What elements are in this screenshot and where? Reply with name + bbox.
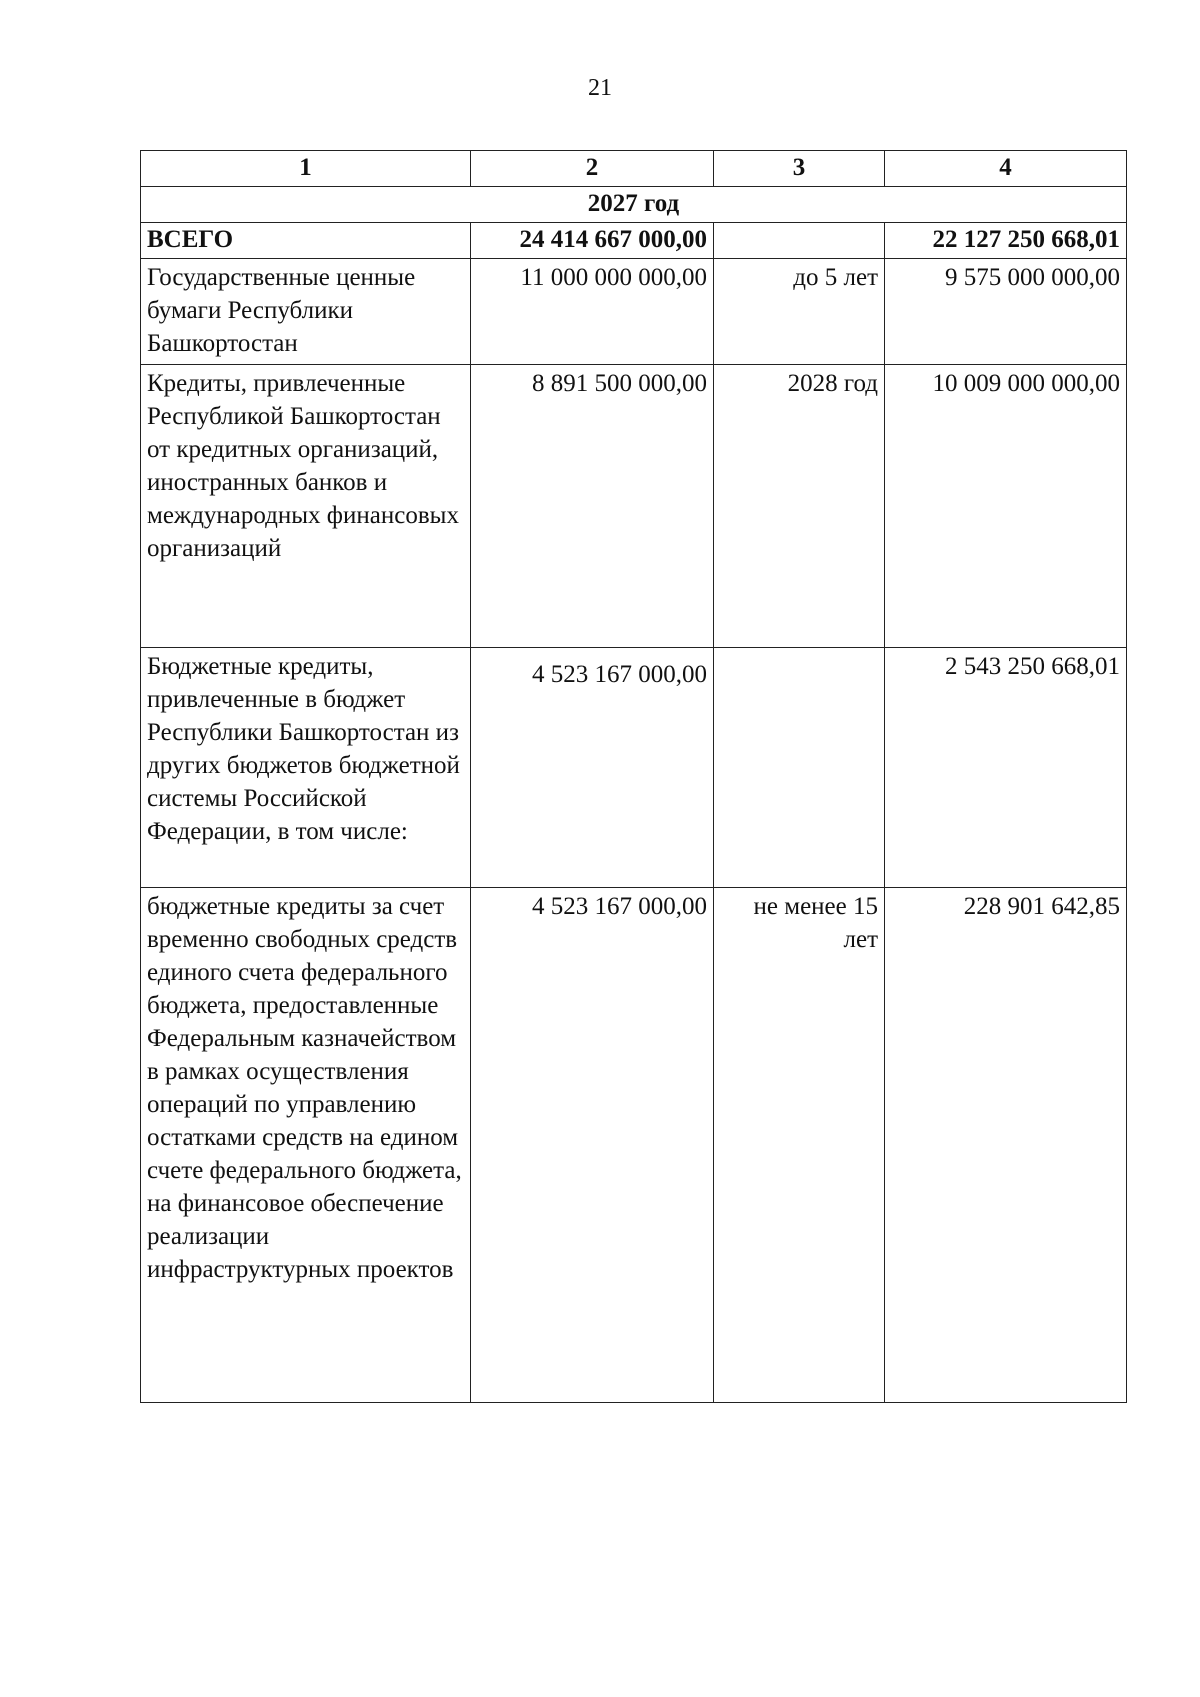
- table-row: [141, 648, 1127, 888]
- table-row: [141, 365, 1127, 648]
- row-term: 2028 год: [714, 365, 885, 648]
- section-title-row: [141, 187, 1127, 223]
- row-amount: 4 523 167 000,00: [471, 888, 714, 1403]
- column-header-4: 4: [885, 151, 1127, 187]
- row-limit: 2 543 250 668,01: [885, 648, 1127, 888]
- total-row: [141, 223, 1127, 259]
- table-row: [141, 888, 1127, 1403]
- total-label: ВСЕГО: [141, 223, 471, 259]
- column-header-2: 2: [471, 151, 714, 187]
- column-number-row: [141, 151, 1127, 187]
- row-amount: 11 000 000 000,00: [471, 259, 714, 365]
- row-limit: 9 575 000 000,00: [885, 259, 1127, 365]
- column-header-3: 3: [714, 151, 885, 187]
- row-term: [714, 648, 885, 888]
- row-term: до 5 лет: [714, 259, 885, 365]
- row-amount: 4 523 167 000,00: [471, 648, 714, 888]
- row-term: не менее 15 лет: [714, 888, 885, 1403]
- row-name: Государственные ценные бумаги Республики Башкортостан: [141, 259, 471, 365]
- table-row: [141, 259, 1127, 365]
- total-term: [714, 223, 885, 259]
- row-limit: 10 009 000 000,00: [885, 365, 1127, 648]
- row-name: бюджетные кредиты за счет временно свободных средств единого счета федерального бюджета, предоставленные Федеральным казначейством в рамках осуществления операций по управлению остатками средств на едином счете федерального бюджета, на финансовое обеспечение реализации инфраструктурных проектов: [141, 888, 471, 1403]
- section-title: 2027 год: [141, 187, 1127, 223]
- total-limit: 22 127 250 668,01: [885, 223, 1127, 259]
- total-amount: 24 414 667 000,00: [471, 223, 714, 259]
- row-name: Кредиты, привлеченные Республикой Башкортостан от кредитных организаций, иностранных банков и международных финансовых организаций: [141, 365, 471, 648]
- row-amount: 8 891 500 000,00: [471, 365, 714, 648]
- row-limit: 228 901 642,85: [885, 888, 1127, 1403]
- column-header-1: 1: [141, 151, 471, 187]
- page-number: 21: [588, 75, 612, 101]
- borrowings-table: [140, 150, 1127, 1403]
- row-name: Бюджетные кредиты, привлеченные в бюджет Республики Башкортостан из других бюджетов бюджетной системы Российской Федерации, в том числе:: [141, 648, 471, 888]
